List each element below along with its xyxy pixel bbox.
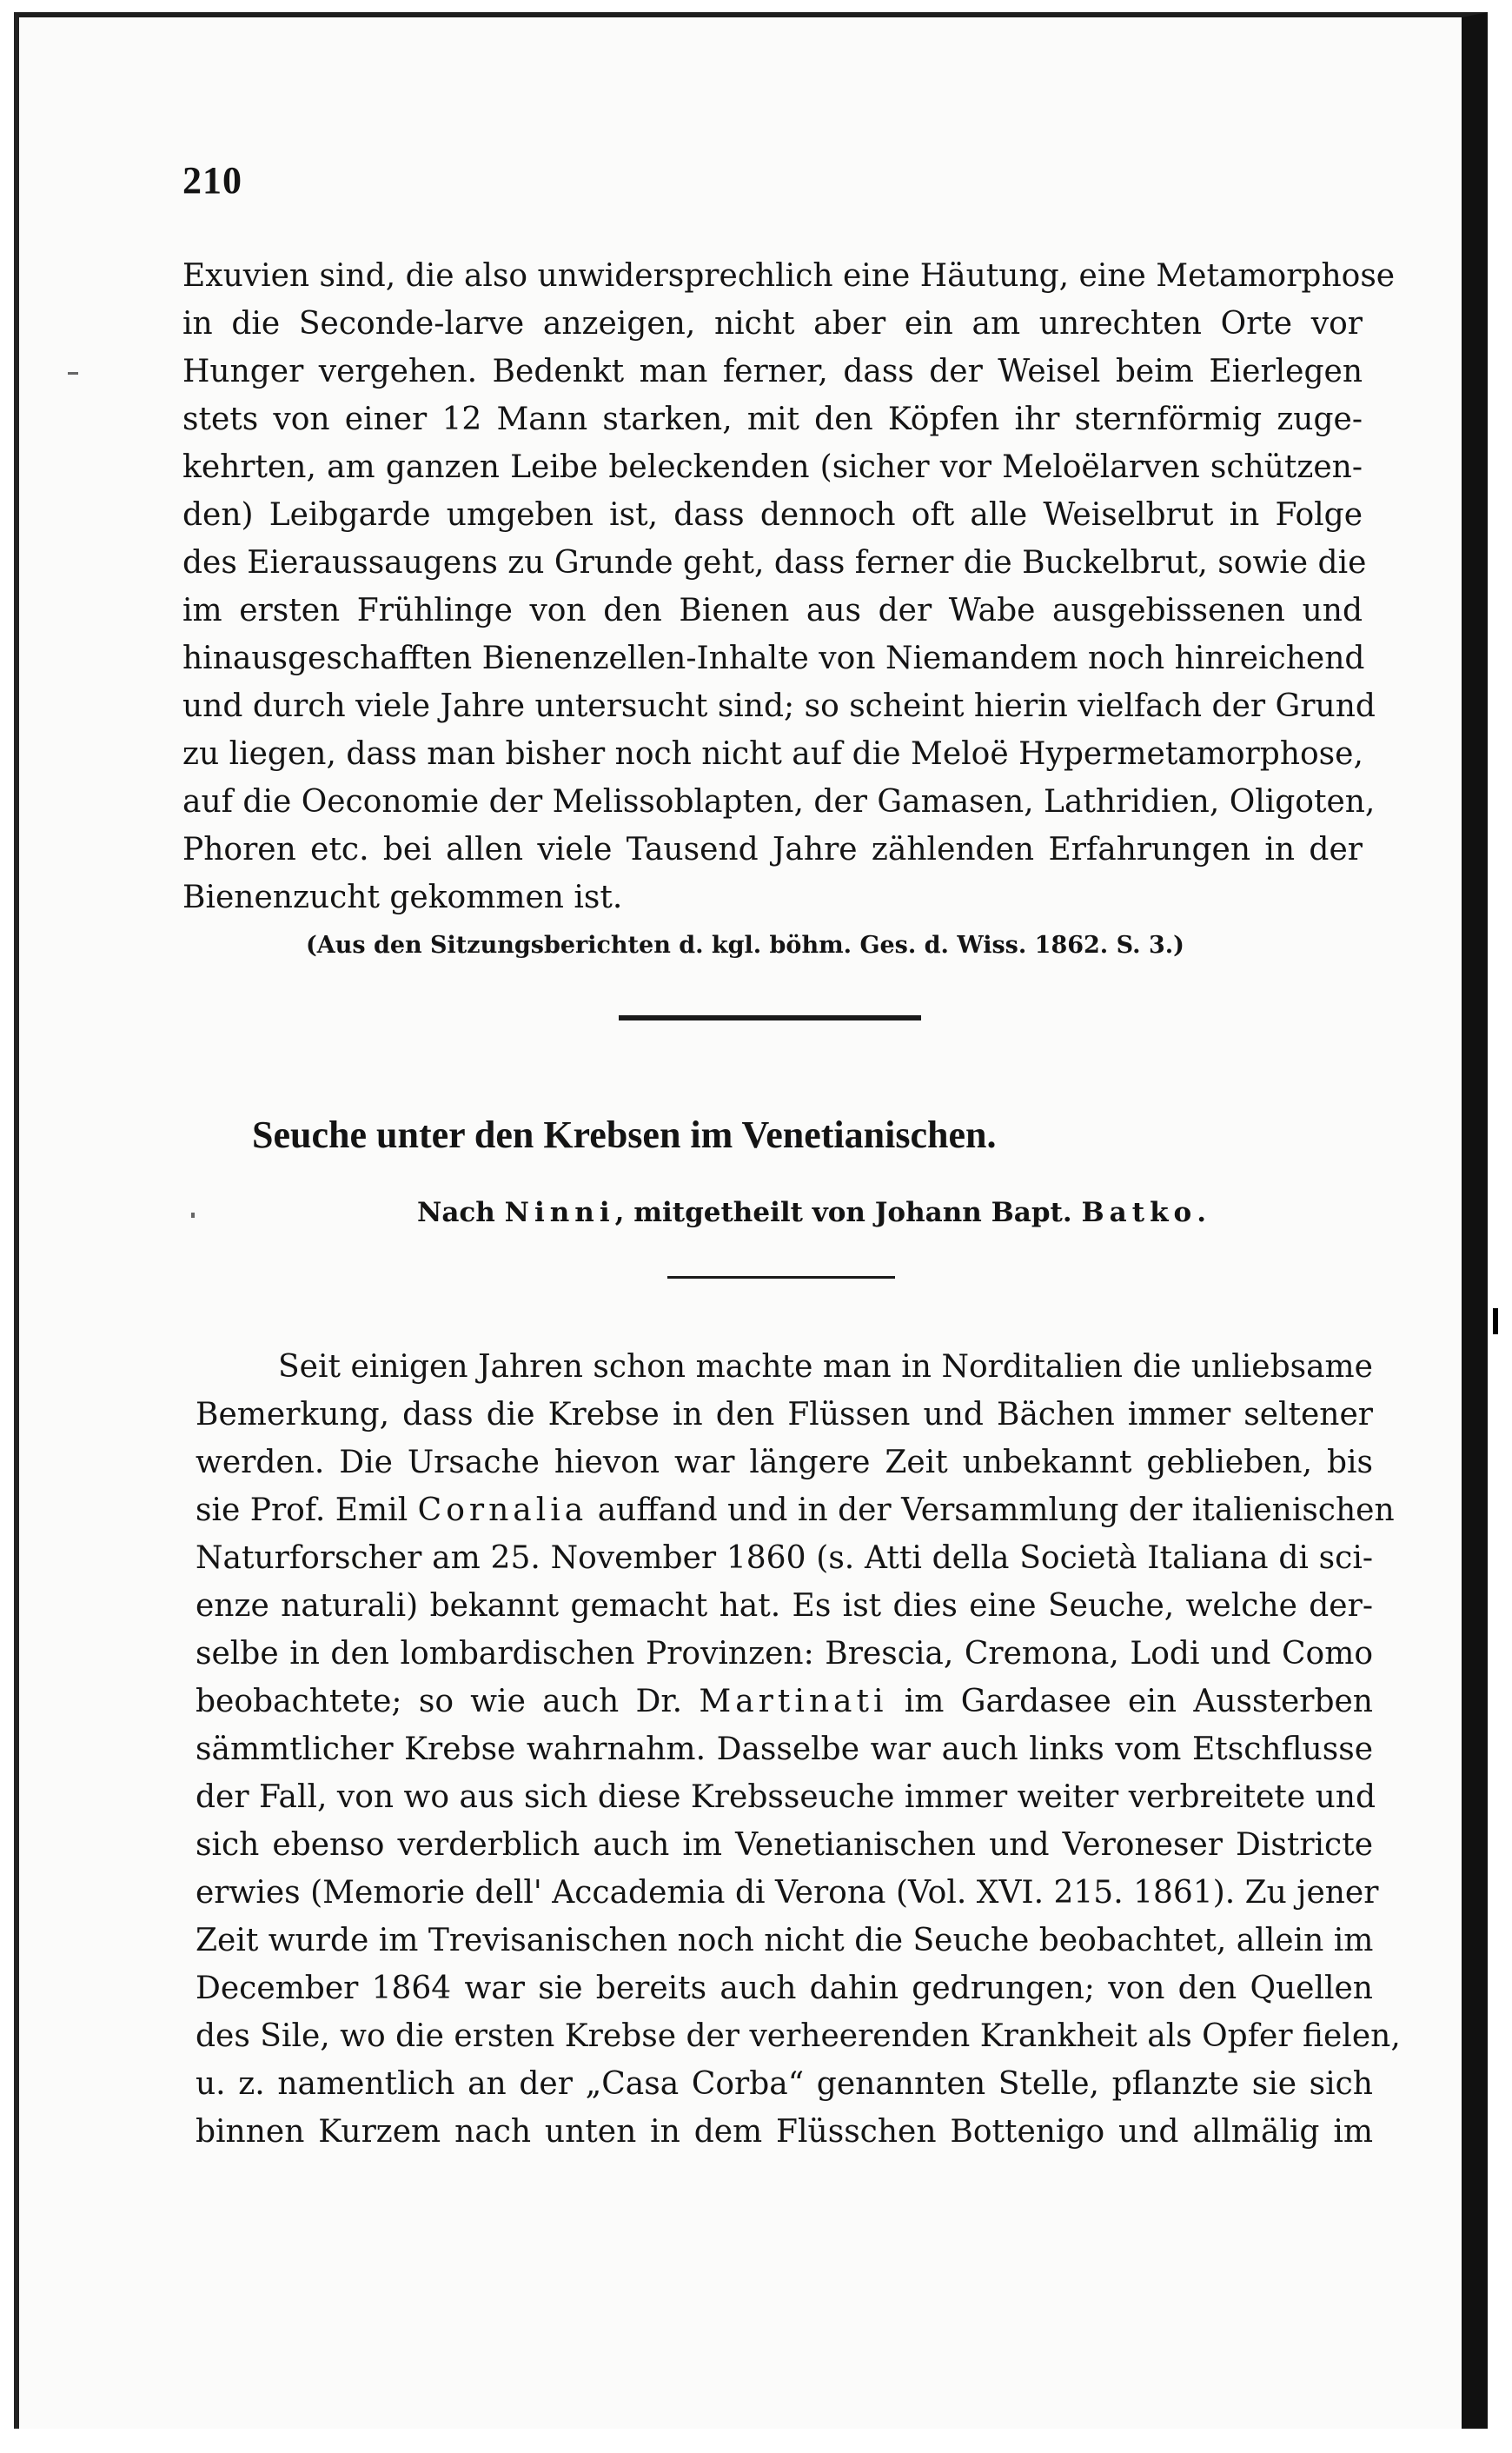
text-line: den) Leibgarde umgeben ist, dass dennoch oft alle Weiselbrut in Folge (182, 497, 1363, 533)
text-line: und durch viele Jahre untersucht sind; so scheint hierin vielfach der Grund (182, 688, 1376, 724)
text-line: Zeit wurde im Trevisanischen noch nicht die Seuche beobachtet, allein im (196, 1923, 1374, 1958)
byline-translator: Batko (1081, 1197, 1197, 1228)
text-line (196, 1486, 1395, 1534)
text-line: des Eieraussaugens zu Grunde geht, dass ferner die Buckelbrut, sowie die (182, 545, 1367, 581)
text-line: des Sile, wo die ersten Krebse der verheerenden Krankheit als Opfer fielen, (196, 2018, 1401, 2054)
text-line: sämmtlicher Krebse wahrnahm. Dasselbe war auch links vom Etschflusse (196, 1732, 1373, 1767)
text-line: Exuvien sind, die also unwidersprechlich eine Häutung, eine Metamorphose (182, 258, 1396, 294)
text-line: kehrten, am ganzen Leibe beleckenden (sicher vor Meloëlarven schützen- (182, 449, 1363, 485)
text-line: in die Seconde-larve anzeigen, nicht aber ein am unrechten Orte vor (182, 306, 1363, 342)
text-line: werden. Die Ursache hievon war längere Zeit unbekannt geblieben, bis (196, 1445, 1373, 1480)
page-number: 210 (182, 159, 242, 202)
text-line: selbe in den lombardischen Provinzen: Brescia, Cremona, Lodi und Como (196, 1636, 1373, 1672)
text-line: December 1864 war sie bereits auch dahin gedrungen; von den Quellen (196, 1971, 1373, 2006)
title-underline-divider (667, 1276, 895, 1279)
text-line: erwies (Memorie dell' Accademia di Verona (Vol. XVI. 215. 1861). Zu jener (196, 1875, 1379, 1911)
margin-mark (68, 372, 78, 375)
text-line: Bienenzucht gekommen ist. (182, 880, 623, 915)
person-name-cornalia: Cornalia (417, 1492, 588, 1528)
byline-author: Ninni (504, 1197, 615, 1228)
margin-mark (1493, 1308, 1498, 1334)
text-line: zu liegen, dass man bisher noch nicht auf die Meloë Hypermetamorphose, (182, 736, 1363, 772)
text-line: hinausgeschafften Bienenzellen-Inhalte von Niemandem noch hinreichend (182, 641, 1365, 676)
text-line (196, 1678, 1373, 1725)
article-title: Seuche unter den Krebsen im Venetianischen. (252, 1113, 997, 1156)
text-line: stets von einer 12 Mann starken, mit den Köpfen ihr sternförmig zuge- (182, 402, 1363, 437)
text-line: Bemerkung, dass die Krebse in den Flüssen und Bächen immer seltener (196, 1397, 1373, 1433)
text-fragment: beobachtete; so wie auch Dr. (196, 1684, 683, 1719)
byline (417, 1197, 1206, 1228)
text-line: der Fall, von wo aus sich diese Krebsseuche immer weiter verbreitete und (196, 1779, 1376, 1815)
text-fragment: im Gardasee ein Aussterben (904, 1684, 1373, 1719)
text-line: im ersten Frühlinge von den Bienen aus der Wabe ausgebissenen und (182, 593, 1363, 628)
byline-middle: , mitgetheilt von Johann Bapt. (614, 1197, 1072, 1228)
margin-mark (191, 1213, 195, 1218)
text-line: Hunger vergehen. Bedenkt man ferner, dass der Weisel beim Eierlegen (182, 354, 1363, 389)
text-line: u. z. namentlich an der „Casa Corba“ genannten Stelle, pflanzte sie sich (196, 2066, 1373, 2102)
byline-prefix: Nach (417, 1197, 495, 1228)
text-fragment: sie Prof. Emil (196, 1492, 408, 1528)
text-fragment: auffand und in der Versammlung der italienischen (597, 1492, 1395, 1528)
source-citation: (Aus den Sitzungsberichten d. kgl. böhm. Ges. d. Wiss. 1862. S. 3.) (306, 932, 1184, 959)
text-line: Seit einigen Jahren schon machte man in Norditalien die unliebsame (278, 1349, 1373, 1385)
person-name-martinati: Martinati (699, 1684, 888, 1719)
text-line: Naturforscher am 25. November 1860 (s. Atti della Società Italiana di sci- (196, 1540, 1373, 1576)
paragraph-continuation (182, 252, 1396, 921)
paragraph-crayfish-plague (196, 1343, 1401, 2156)
text-line: binnen Kurzem nach unten in dem Flüsschen Bottenigo und allmälig im (196, 2114, 1373, 2150)
text-line: sich ebenso verderblich auch im Venetianischen und Veroneser Districte (196, 1827, 1373, 1863)
byline-suffix: . (1197, 1197, 1207, 1228)
section-divider (619, 1015, 921, 1020)
text-line: auf die Oeconomie der Melissoblapten, der Gamasen, Lathridien, Oligoten, (182, 784, 1376, 820)
text-line: Phoren etc. bei allen viele Tausend Jahre zählenden Erfahrungen in der (182, 832, 1363, 868)
text-line: enze naturali) bekannt gemacht hat. Es ist dies eine Seuche, welche der- (196, 1588, 1373, 1624)
